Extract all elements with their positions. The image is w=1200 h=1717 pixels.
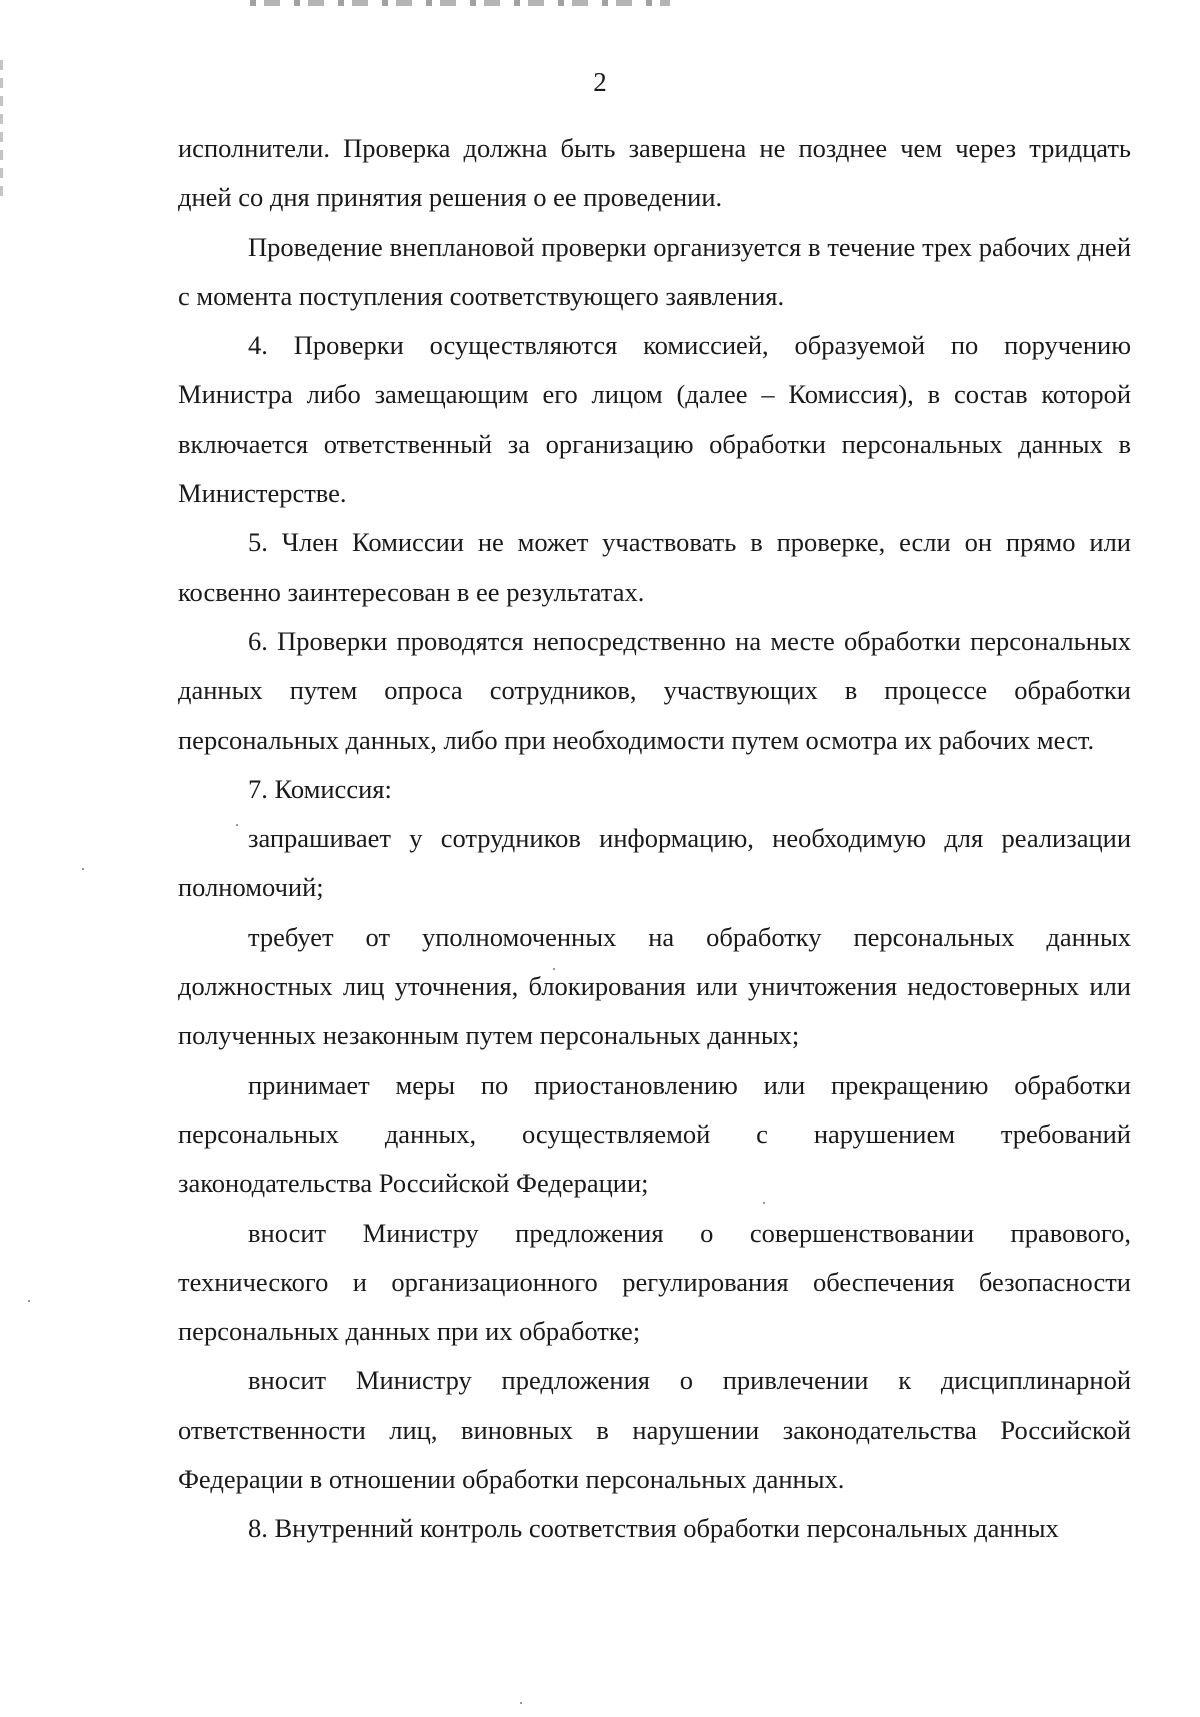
paragraph: 7. Комиссия: [248, 773, 392, 804]
scan-speck [82, 868, 84, 870]
paragraph: вносит Министру предложения о совершенствовании правового, технического и организационного регулирования обеспечения безопасности персональных данных при их обработке; [178, 1217, 1131, 1347]
paragraph: Проведение внеплановой проверки организуется в течение трех рабочих дней с момента поступления соответствующего заявления. [178, 231, 1131, 311]
scan-speck [28, 1300, 30, 1302]
paragraph: 4. Проверки осуществляются комиссией, образуемой по поручению Министра либо замещающим его лицом (далее – Комиссия), в состав которой включается ответственный за организацию обработки персональных данных в Министерстве. [178, 330, 1131, 509]
paragraph: вносит Министру предложения о привлечении к дисциплинарной ответственности лиц, виновных в нарушении законодательства Российской Федерации в отношении обработки персональных данных. [178, 1365, 1131, 1495]
page-number: 2 [593, 67, 607, 97]
scan-artifact-top [250, 0, 670, 6]
scan-speck [520, 1702, 522, 1704]
paragraph: запрашивает у сотрудников информацию, необходимую для реализации полномочий; [178, 823, 1131, 903]
paragraph: требует от уполномоченных на обработку персональных данных должностных лиц уточнения, блокирования или уничтожения недостоверных или полученных незаконным путем персональных данных; [178, 921, 1131, 1051]
paragraph: исполнители. Проверка должна быть завершена не позднее чем через тридцать дней со дня принятия решения о ее проведении. [178, 133, 1131, 213]
document-body [178, 124, 1131, 1554]
paragraph: 5. Член Комиссии не может участвовать в проверке, если он прямо или косвенно заинтересован в ее результатах. [178, 527, 1131, 607]
paragraph: 6. Проверки проводятся непосредственно на месте обработки персональных данных путем опроса сотрудников, участвующих в процессе обработки персональных данных, либо при необходимости путем осмотра их рабочих мест. [178, 625, 1131, 755]
paragraph: принимает меры по приостановлению или прекращению обработки персональных данных, осуществляемой с нарушением требований законодательства Российской Федерации; [178, 1069, 1131, 1199]
paragraph: 8. Внутренний контроль соответствия обработки персональных данных [248, 1513, 1059, 1544]
